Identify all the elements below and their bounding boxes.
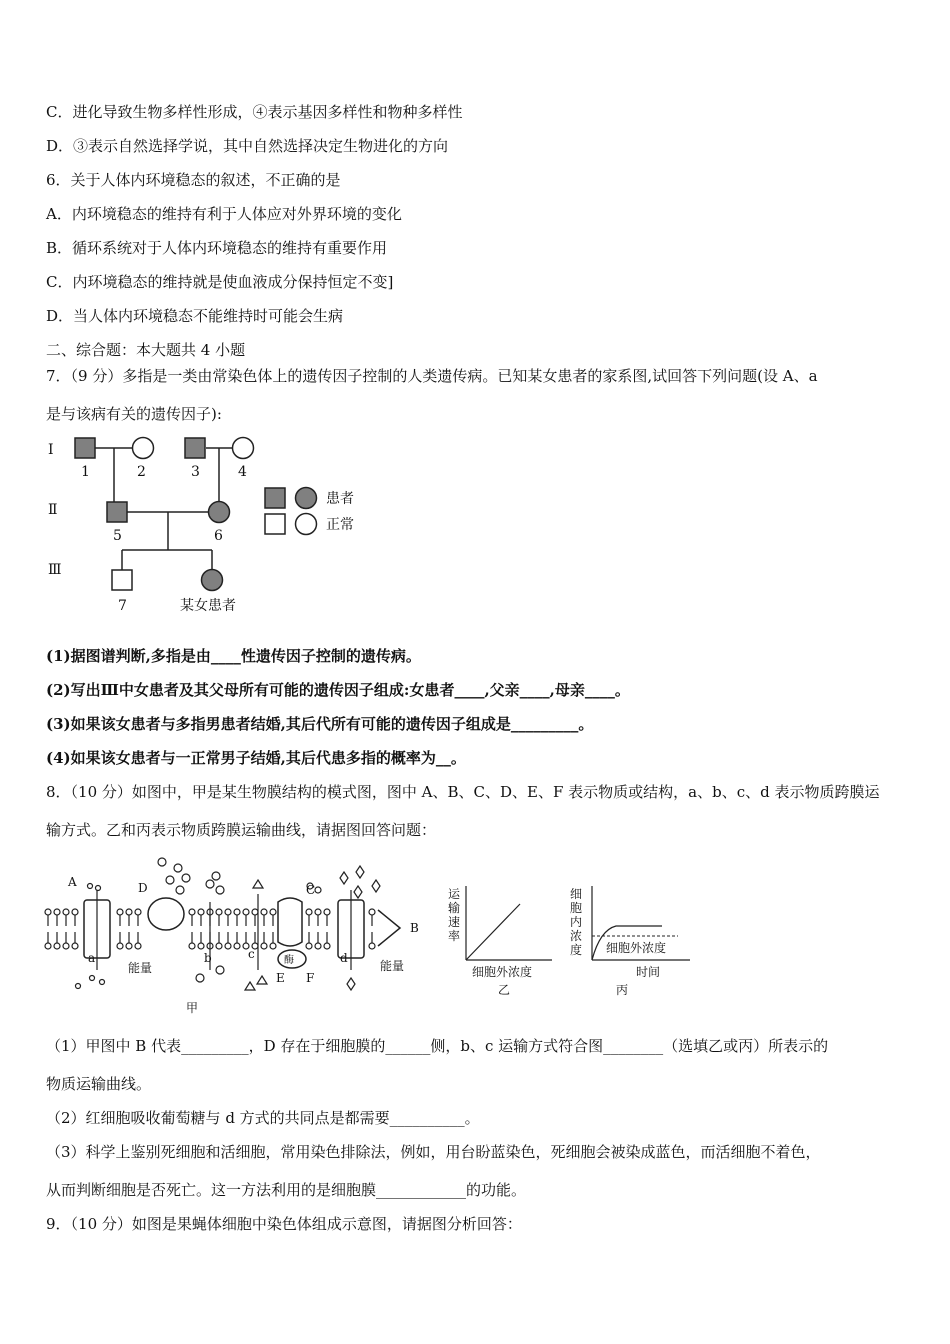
xlabel-yi: 细胞外浓度 [472, 965, 533, 979]
graph-yi [440, 880, 560, 998]
option-6b: B．循环系统对于人体内环境稳态的维持有重要作用 [46, 239, 388, 257]
phospholipid-head [369, 909, 375, 915]
phospholipid-head [216, 909, 222, 915]
label-7: 7 [118, 598, 127, 614]
option-6a: A．内环境稳态的维持有利于人体应对外界环境的变化 [46, 205, 402, 223]
pedigree-chart [40, 432, 380, 622]
ylabel-yi-2: 输 [448, 901, 461, 915]
individual-1 [75, 438, 95, 458]
female-patient [202, 570, 223, 591]
ylabel-yi-3: 速 [448, 915, 461, 929]
phospholipid-head [72, 943, 78, 949]
phospholipid-head [54, 909, 60, 915]
xlabel-bing: 时间 [636, 965, 661, 979]
phospholipid-head [243, 909, 249, 915]
label-d: D [138, 881, 148, 895]
q8-sub3: （3）科学上鉴别死细胞和活细胞，常用染色排除法，例如，用台盼蓝染色，死细胞会被染成蓝色，而活细胞不着色， [46, 1143, 821, 1161]
legend-normal-female [296, 514, 317, 535]
phospholipid-head [315, 943, 321, 949]
option-6c: C．内环境稳态的维持就是使血液成分保持恒定不变] [46, 273, 394, 291]
legend-affected-female [296, 488, 317, 509]
individual-5 [107, 502, 127, 522]
energy-label-2: 能量 [380, 959, 405, 973]
phospholipid-head [252, 909, 258, 915]
caption-yi: 乙 [498, 983, 511, 997]
caption-bing: 丙 [616, 983, 629, 997]
label-e: E [276, 971, 285, 985]
phospholipid-head [189, 943, 195, 949]
individual-2 [133, 438, 154, 459]
label-transport-d: d [340, 951, 348, 965]
energy-label-1: 能量 [128, 961, 153, 975]
caption-jia: 甲 [186, 1001, 199, 1015]
phospholipid-head [135, 909, 141, 915]
ylabel-bing-5: 度 [570, 943, 583, 957]
phospholipid-head [369, 943, 375, 949]
label-c: C [306, 883, 316, 897]
ylabel-bing-3: 内 [570, 915, 583, 929]
phospholipid-head [63, 943, 69, 949]
phospholipid-head [261, 909, 267, 915]
dashed-line-label: 细胞外浓度 [606, 941, 667, 955]
q7-sub3: (3)如果该女患者与多指男患者结婚,其后代所有可能的遗传因子组成是_________。 [46, 715, 594, 733]
option-6d: D．当人体内环境稳态不能维持时可能会生病 [46, 307, 344, 325]
phospholipid-head [117, 943, 123, 949]
phospholipid-head [270, 909, 276, 915]
phospholipid-head [117, 909, 123, 915]
carrier-protein-c [278, 898, 302, 946]
label-transport-b: b [204, 951, 212, 965]
q8-sub1-cont: 物质运输曲线。 [46, 1075, 152, 1093]
label-a: A [68, 875, 77, 889]
q7-sub2: (2)写出Ⅲ中女患者及其父母所有可能的遗传因子组成:女患者____,父亲____,母亲____。 [46, 681, 630, 699]
label-3: 3 [191, 464, 200, 480]
graph-bing [566, 880, 696, 998]
phospholipid-head [234, 909, 240, 915]
label-5: 5 [113, 528, 122, 544]
phospholipid-head [306, 943, 312, 949]
individual-4 [233, 438, 254, 459]
q7-sub1: (1)据图谱判断,多指是由____性遗传因子控制的遗传病。 [46, 647, 421, 665]
q8-sub2: （2）红细胞吸收葡萄糖与 d 方式的共同点是都需要__________。 [46, 1109, 480, 1127]
generation-2-label: Ⅱ [48, 502, 58, 518]
phospholipid-head [306, 909, 312, 915]
legend-normal-male [265, 514, 285, 534]
phospholipid-head [216, 943, 222, 949]
individual-7 [112, 570, 132, 590]
patient-label: 某女患者 [180, 598, 236, 614]
label-transport-c: c [248, 947, 255, 961]
option-c-evolution: C．进化导致生物多样性形成，④表示基因多样性和物种多样性 [46, 103, 463, 121]
enzyme-label: 酶 [284, 955, 294, 966]
phospholipid-head [270, 943, 276, 949]
ylabel-bing-2: 胞 [570, 901, 583, 915]
question-7-cont: 是与该病有关的遗传因子): [46, 405, 222, 423]
question-6: 6．关于人体内环境稳态的叙述，不正确的是 [46, 171, 341, 189]
phospholipid-head [126, 943, 132, 949]
ylabel-bing-4: 浓 [570, 929, 583, 943]
membrane-diagram [40, 850, 430, 1020]
ylabel-yi-1: 运 [448, 887, 461, 901]
protein-b [378, 910, 400, 946]
label-6: 6 [214, 528, 223, 544]
individual-3 [185, 438, 205, 458]
phospholipid-head [45, 943, 51, 949]
label-f: F [306, 971, 315, 985]
section-heading: 二、综合题：本大题共 4 小题 [46, 341, 246, 359]
ylabel-yi-4: 率 [448, 929, 461, 943]
label-2: 2 [137, 464, 146, 480]
label-4: 4 [238, 464, 247, 480]
question-8-cont: 输方式。乙和丙表示物质跨膜运输曲线，请据图回答问题： [46, 821, 437, 839]
question-8: 8．（10 分）如图中，甲是某生物膜结构的模式图，图中 A、B、C、D、E、F 表示物质或结构，a、b、c、d 表示物质跨膜运 [46, 783, 880, 801]
label-1: 1 [81, 464, 90, 480]
phospholipid-head [315, 909, 321, 915]
phospholipid-head [189, 909, 195, 915]
question-7: 7．（9 分）多指是一类由常染色体上的遗传因子控制的人类遗传病。已知某女患者的家系图,试回答下列问题(设 A、a [46, 367, 818, 385]
glycoprotein-d [148, 898, 184, 930]
phospholipid-head [135, 943, 141, 949]
generation-3-label: Ⅲ [48, 562, 62, 578]
option-d-evolution: D．③表示自然选择学说，其中自然选择决定生物进化的方向 [46, 137, 449, 155]
phospholipid-head [261, 943, 267, 949]
phospholipid-head [54, 943, 60, 949]
phospholipid-head [45, 909, 51, 915]
phospholipid-head [198, 909, 204, 915]
label-b: B [410, 921, 419, 935]
phospholipid-head [198, 943, 204, 949]
q8-sub1: （1）甲图中 B 代表_________，D 存在于细胞膜的______侧，b、c 运输方式符合图________（选填乙或丙）所表示的 [46, 1037, 829, 1055]
q7-sub4: (4)如果该女患者与一正常男子结婚,其后代患多指的概率为__。 [46, 749, 466, 767]
legend-affected-male [265, 488, 285, 508]
question-9: 9．（10 分）如图是果蝇体细胞中染色体组成示意图，请据图分析回答： [46, 1215, 522, 1233]
phospholipid-head [234, 943, 240, 949]
phospholipid-head [225, 909, 231, 915]
legend-affected-label: 患者 [326, 491, 354, 507]
phospholipid-head [324, 909, 330, 915]
legend-normal-label: 正常 [326, 517, 354, 533]
generation-1-label: Ⅰ [48, 442, 54, 458]
phospholipid-head [63, 909, 69, 915]
individual-6 [209, 502, 230, 523]
label-transport-a: a [88, 951, 96, 965]
phospholipid-head [126, 909, 132, 915]
phospholipid-head [72, 909, 78, 915]
phospholipid-head [225, 943, 231, 949]
q8-sub3-cont: 从而判断细胞是否死亡。这一方法利用的是细胞膜____________的功能。 [46, 1181, 527, 1199]
ylabel-bing-1: 细 [570, 887, 583, 901]
phospholipid-head [324, 943, 330, 949]
linear-curve [466, 904, 520, 960]
